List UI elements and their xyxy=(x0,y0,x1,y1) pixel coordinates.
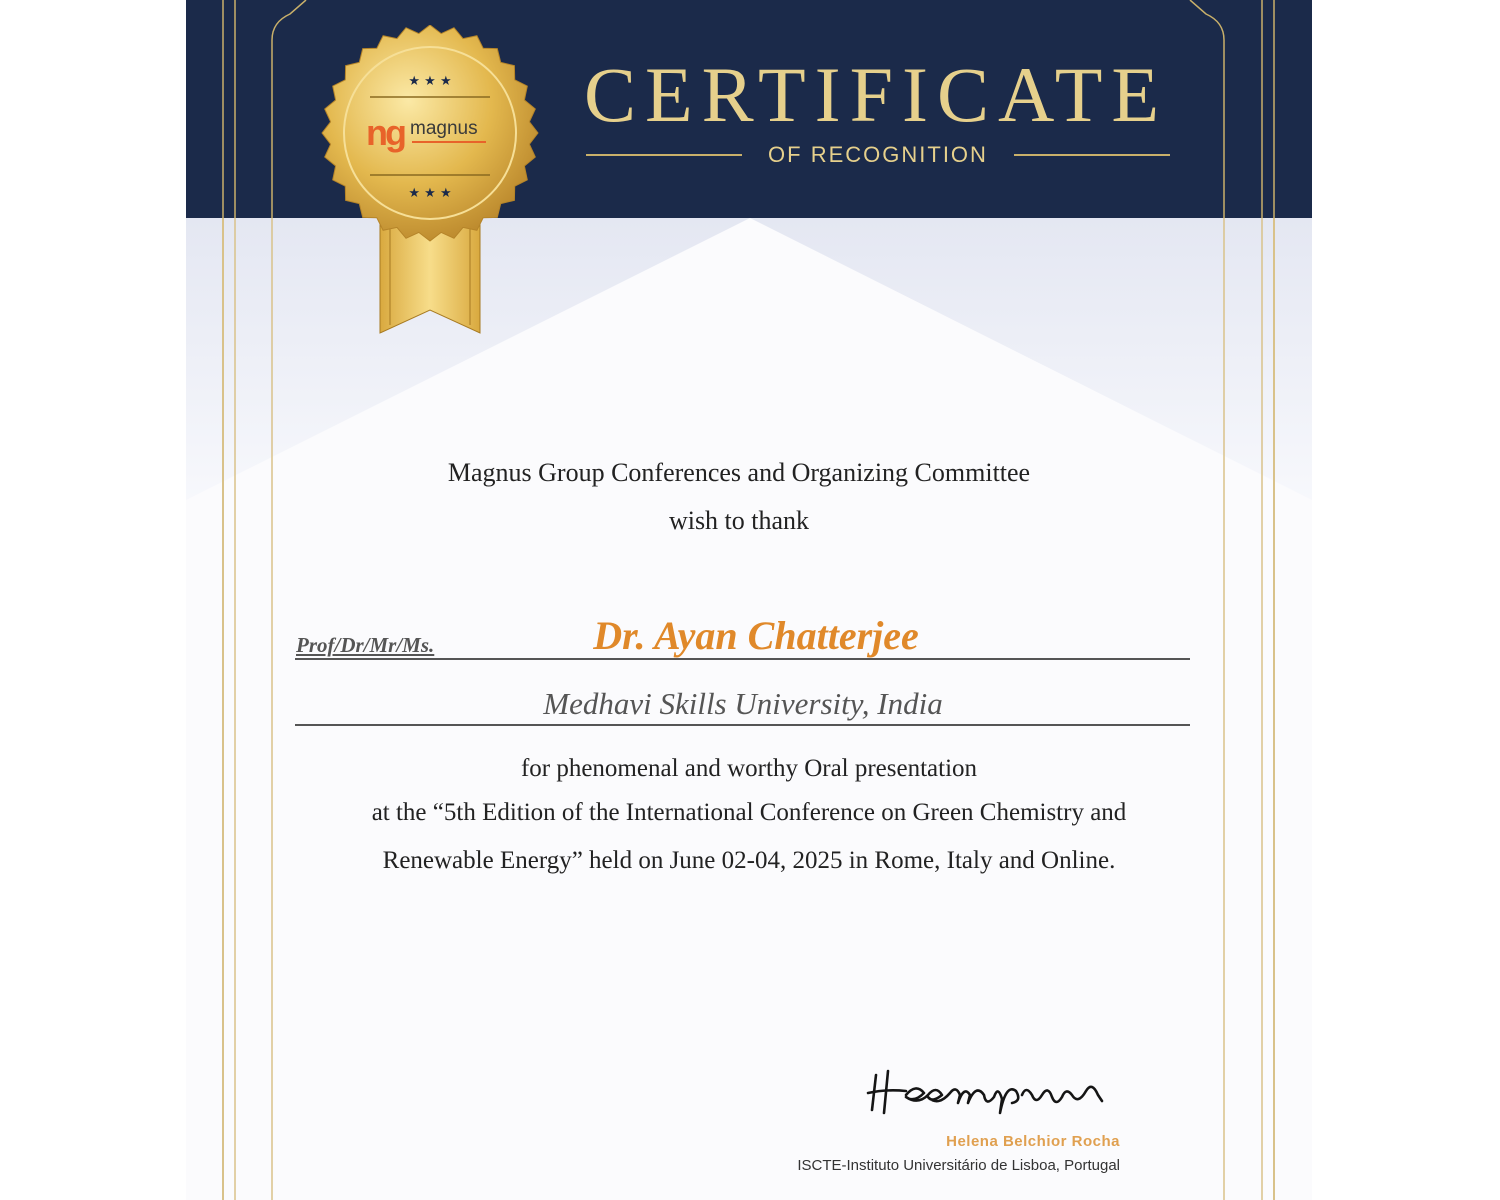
gold-seal-badge xyxy=(320,25,540,340)
affiliation-underline xyxy=(295,724,1190,726)
subtitle-rule-right xyxy=(1014,154,1170,156)
certificate-title: CERTIFICATE xyxy=(584,51,1168,138)
seal-stars-bottom: ★ ★ ★ xyxy=(408,186,452,201)
signature-image xyxy=(866,1055,1116,1125)
magnus-logo xyxy=(366,113,494,153)
name-underline xyxy=(295,658,1190,660)
body-line-3: Renewable Energy” held on June 02-04, 2025 in Rome, Italy and Online. xyxy=(382,847,1116,874)
signatory-name: Helena Belchior Rocha xyxy=(946,1133,1120,1150)
seal-stars-top: ★ ★ ★ xyxy=(408,74,452,89)
magnus-logo-mark: ng xyxy=(366,112,404,153)
signatory-organization: ISCTE-Instituto Universitário de Lisboa, Portugal xyxy=(797,1157,1120,1174)
magnus-logo-underline xyxy=(412,141,486,143)
honorific-label: Prof/Dr/Mr/Ms. xyxy=(296,633,435,657)
seal-graphic xyxy=(320,25,540,340)
body-line-2: at the “5th Edition of the International Conference on Green Chemistry and xyxy=(371,799,1127,826)
intro-line-2: wish to thank xyxy=(668,506,810,535)
subtitle-row xyxy=(586,140,1170,170)
certificate-subtitle: OF RECOGNITION xyxy=(768,142,988,167)
body-line-1: for phenomenal and worthy Oral presentation xyxy=(520,755,978,782)
recipient-affiliation: Medhavi Skills University, India xyxy=(543,686,943,721)
magnus-logo-word: magnus xyxy=(410,118,478,139)
recipient-name: Dr. Ayan Chatterjee xyxy=(593,613,919,658)
intro-line-1: Magnus Group Conferences and Organizing Committee xyxy=(447,458,1031,487)
